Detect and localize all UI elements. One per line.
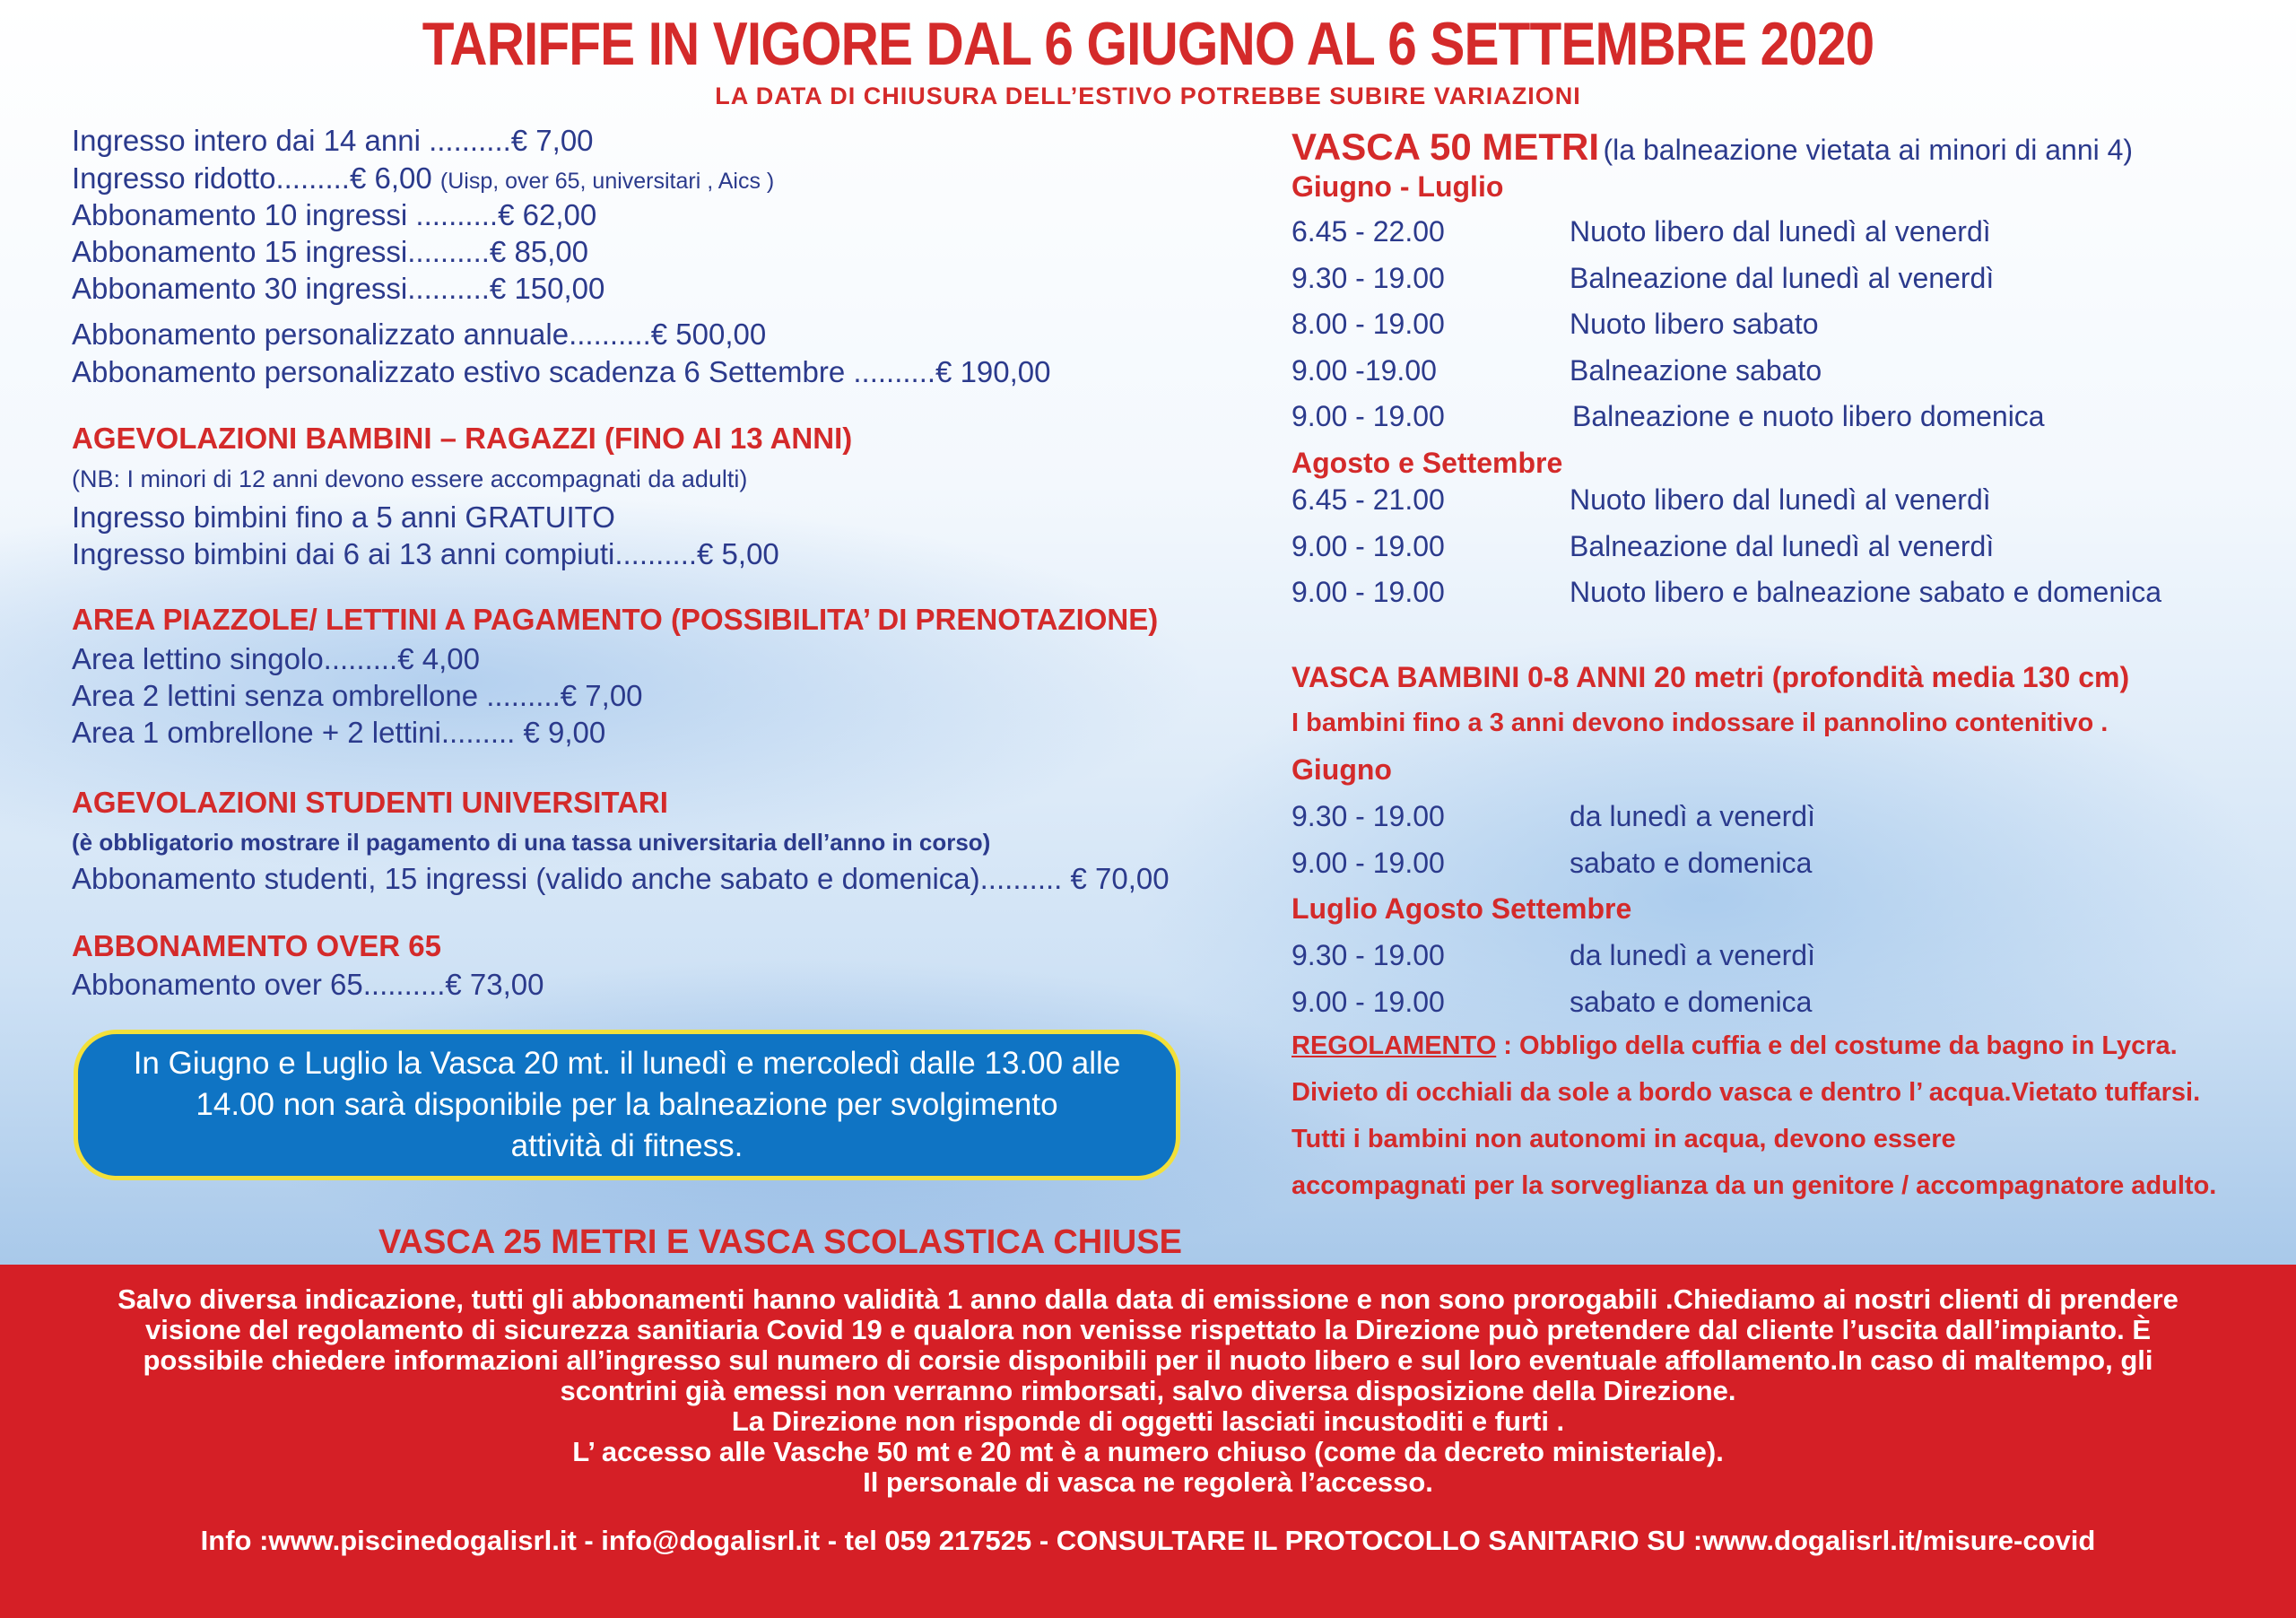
- footer-line: visione del regolamento di sicurezza sanitiaria Covid 19 e qualora non venisse rispettato la Direzione può pretendere dal cliente l’uscita dall’impianto. È: [144, 1314, 2152, 1345]
- schedule-time: 9.30 - 19.00: [1292, 939, 1445, 971]
- footer-line: L’ accesso alle Vasche 50 mt e 20 mt è a numero chiuso (come da decreto ministeriale).: [572, 1436, 1724, 1467]
- schedule-time: 6.45 - 21.00: [1292, 483, 1445, 516]
- tariff-line: Abbonamento 15 ingressi..........€ 85,00: [72, 235, 589, 268]
- regolamento-label: REGOLAMENTO: [1292, 1031, 1497, 1060]
- fitness-notice-line: attività di fitness.: [510, 1128, 744, 1163]
- bambini-heading: AGEVOLAZIONI BAMBINI – RAGAZZI (FINO AI 13 ANNI): [72, 422, 853, 455]
- piazzole-heading: AREA PIAZZOLE/ LETTINI A PAGAMENTO (POSSIBILITA’ DI PRENOTAZIONE): [72, 603, 1159, 636]
- schedule-desc: Balneazione dal lunedì al venerdì: [1570, 262, 1995, 294]
- schedule-desc: sabato e domenica: [1570, 986, 1813, 1018]
- studenti-heading: AGEVOLAZIONI STUDENTI UNIVERSITARI: [72, 786, 668, 819]
- studenti-line: Abbonamento studenti, 15 ingressi (valido anche sabato e domenica).......... € 70,00: [72, 862, 1170, 895]
- tariff-line: Abbonamento 30 ingressi..........€ 150,00: [72, 272, 605, 305]
- footer-notes: [0, 1284, 2296, 1498]
- schedule-time: 9.00 - 19.00: [1292, 576, 1445, 608]
- tariff-ridotto: Ingresso ridotto.........€ 6,00: [72, 161, 432, 195]
- vasca50-title: VASCA 50 METRI: [1292, 126, 1600, 168]
- vasca50-title-row: [1292, 126, 2133, 169]
- footer-contact-info: Info :www.piscinedogalisrl.it - info@dogalisrl.it - tel 059 217525 - CONSULTARE IL PROTOCOLLO SANITARIO SU :www.dogalisrl.it/misure-covid: [200, 1525, 2096, 1556]
- schedule-desc: Nuoto libero sabato: [1570, 308, 1819, 340]
- schedule-time: 9.00 - 19.00: [1292, 847, 1445, 879]
- page-subtitle: LA DATA DI CHIUSURA DELL’ESTIVO POTREBBE SUBIRE VARIAZIONI: [715, 83, 1581, 109]
- tariff-line: [72, 160, 774, 200]
- schedule-time: 9.00 - 19.00: [1292, 400, 1445, 432]
- schedule-time: 8.00 - 19.00: [1292, 308, 1445, 340]
- bambini-line: Ingresso bimbini fino a 5 anni GRATUITO: [72, 500, 615, 534]
- schedule-desc: da lunedì a venerdì: [1570, 939, 1815, 971]
- vasca50-period: Agosto e Settembre: [1292, 447, 1563, 479]
- schedule-time: 9.30 - 19.00: [1292, 800, 1445, 832]
- vasca-bambini-period: Luglio Agosto Settembre: [1292, 892, 1632, 925]
- regolamento-text: : Obbligo della cuffia e del costume da bagno in Lycra.: [1496, 1031, 2178, 1060]
- tariff-line: Abbonamento 10 ingressi ..........€ 62,00: [72, 198, 597, 231]
- schedule-desc: Balneazione e nuoto libero domenica: [1572, 400, 2045, 432]
- piazzole-line: Area lettino singolo.........€ 4,00: [72, 642, 480, 675]
- schedule-desc: sabato e domenica: [1570, 847, 1813, 879]
- closed-pools-notice: VASCA 25 METRI E VASCA SCOLASTICA CHIUSE: [378, 1223, 1182, 1261]
- schedule-desc: Balneazione dal lunedì al venerdì: [1570, 530, 1995, 562]
- page-title: TARIFFE IN VIGORE DAL 6 GIUGNO AL 6 SETTEMBRE 2020: [422, 10, 1874, 78]
- piazzole-line: Area 2 lettini senza ombrellone .........€ 7,00: [72, 679, 643, 712]
- tariff-line: Abbonamento personalizzato annuale..........€ 500,00: [72, 318, 767, 351]
- bambini-note: (NB: I minori di 12 anni devono essere accompagnati da adulti): [72, 465, 748, 492]
- vasca-bambini-period: Giugno: [1292, 753, 1392, 786]
- vasca-bambini-note: I bambini fino a 3 anni devono indossare il pannolino contenitivo .: [1292, 709, 2109, 737]
- footer-line: scontrini già emessi non verranno rimborsati, salvo diversa disposizione della Direzione.: [560, 1375, 1736, 1406]
- schedule-desc: Nuoto libero e balneazione sabato e domenica: [1570, 576, 2162, 608]
- schedule-desc: Nuoto libero dal lunedì al venerdì: [1570, 483, 1991, 516]
- over65-line: Abbonamento over 65..........€ 73,00: [72, 968, 544, 1001]
- schedule-desc: da lunedì a venerdì: [1570, 800, 1815, 832]
- schedule-time: 9.00 - 19.00: [1292, 986, 1445, 1018]
- tariff-line: Abbonamento personalizzato estivo scadenza 6 Settembre ..........€ 190,00: [72, 355, 1051, 388]
- vasca-bambini-title: VASCA BAMBINI 0-8 ANNI 20 metri (profondità media 130 cm): [1292, 661, 2130, 693]
- over65-heading: ABBONAMENTO OVER 65: [72, 929, 441, 962]
- bambini-line: Ingresso bimbini dai 6 ai 13 anni compiuti..........€ 5,00: [72, 537, 779, 570]
- fitness-notice-box: [74, 1030, 1180, 1180]
- footer-line: La Direzione non risponde di oggetti lasciati incustoditi e furti .: [731, 1405, 1565, 1437]
- regolamento-line: Tutti i bambini non autonomi in acqua, devono essere: [1292, 1125, 1956, 1153]
- tariff-ridotto-note: (Uisp, over 65, universitari , Aics ): [439, 169, 775, 194]
- schedule-time: 6.45 - 22.00: [1292, 215, 1445, 248]
- regolamento-line: accompagnati per la sorveglianza da un genitore / accompagnatore adulto.: [1292, 1171, 2217, 1200]
- fitness-notice-line: 14.00 non sarà disponibile per la balneazione per svolgimento: [196, 1087, 1058, 1122]
- vasca50-period: Giugno - Luglio: [1292, 170, 1504, 203]
- schedule-desc: Balneazione sabato: [1570, 354, 1822, 387]
- regolamento-line: [1292, 1031, 2178, 1061]
- footer-line: Il personale di vasca ne regolerà l’accesso.: [863, 1466, 1433, 1498]
- schedule-time: 9.00 - 19.00: [1292, 530, 1445, 562]
- tariff-line: Ingresso intero dai 14 anni ..........€ 7,00: [72, 124, 594, 157]
- schedule-time: 9.30 - 19.00: [1292, 262, 1445, 294]
- schedule-desc: Nuoto libero dal lunedì al venerdì: [1570, 215, 1991, 248]
- fitness-notice-line: In Giugno e Luglio la Vasca 20 mt. il lunedì e mercoledì dalle 13.00 alle: [133, 1046, 1121, 1081]
- studenti-note: (è obbligatorio mostrare il pagamento di una tassa universitaria dell’anno in corso): [72, 829, 991, 856]
- vasca50-subtitle: (la balneazione vietata ai minori di anni 4): [1603, 134, 2134, 166]
- footer-line: possibile chiedere informazioni all’ingresso sul numero di corsie disponibili per il nuoto libero e sul loro eventuale affollamento.In caso di maltempo, gli: [143, 1344, 2153, 1376]
- schedule-time: 9.00 -19.00: [1292, 354, 1437, 387]
- regolamento-line: Divieto di occhiali da sole a bordo vasca e dentro l’ acqua.Vietato tuffarsi.: [1292, 1078, 2201, 1107]
- piazzole-line: Area 1 ombrellone + 2 lettini......... € 9,00: [72, 716, 606, 749]
- footer-line: Salvo diversa indicazione, tutti gli abbonamenti hanno validità 1 anno dalla data di emissione e non sono prorogabili .Chiediamo ai nostri clienti di prendere: [117, 1283, 2179, 1315]
